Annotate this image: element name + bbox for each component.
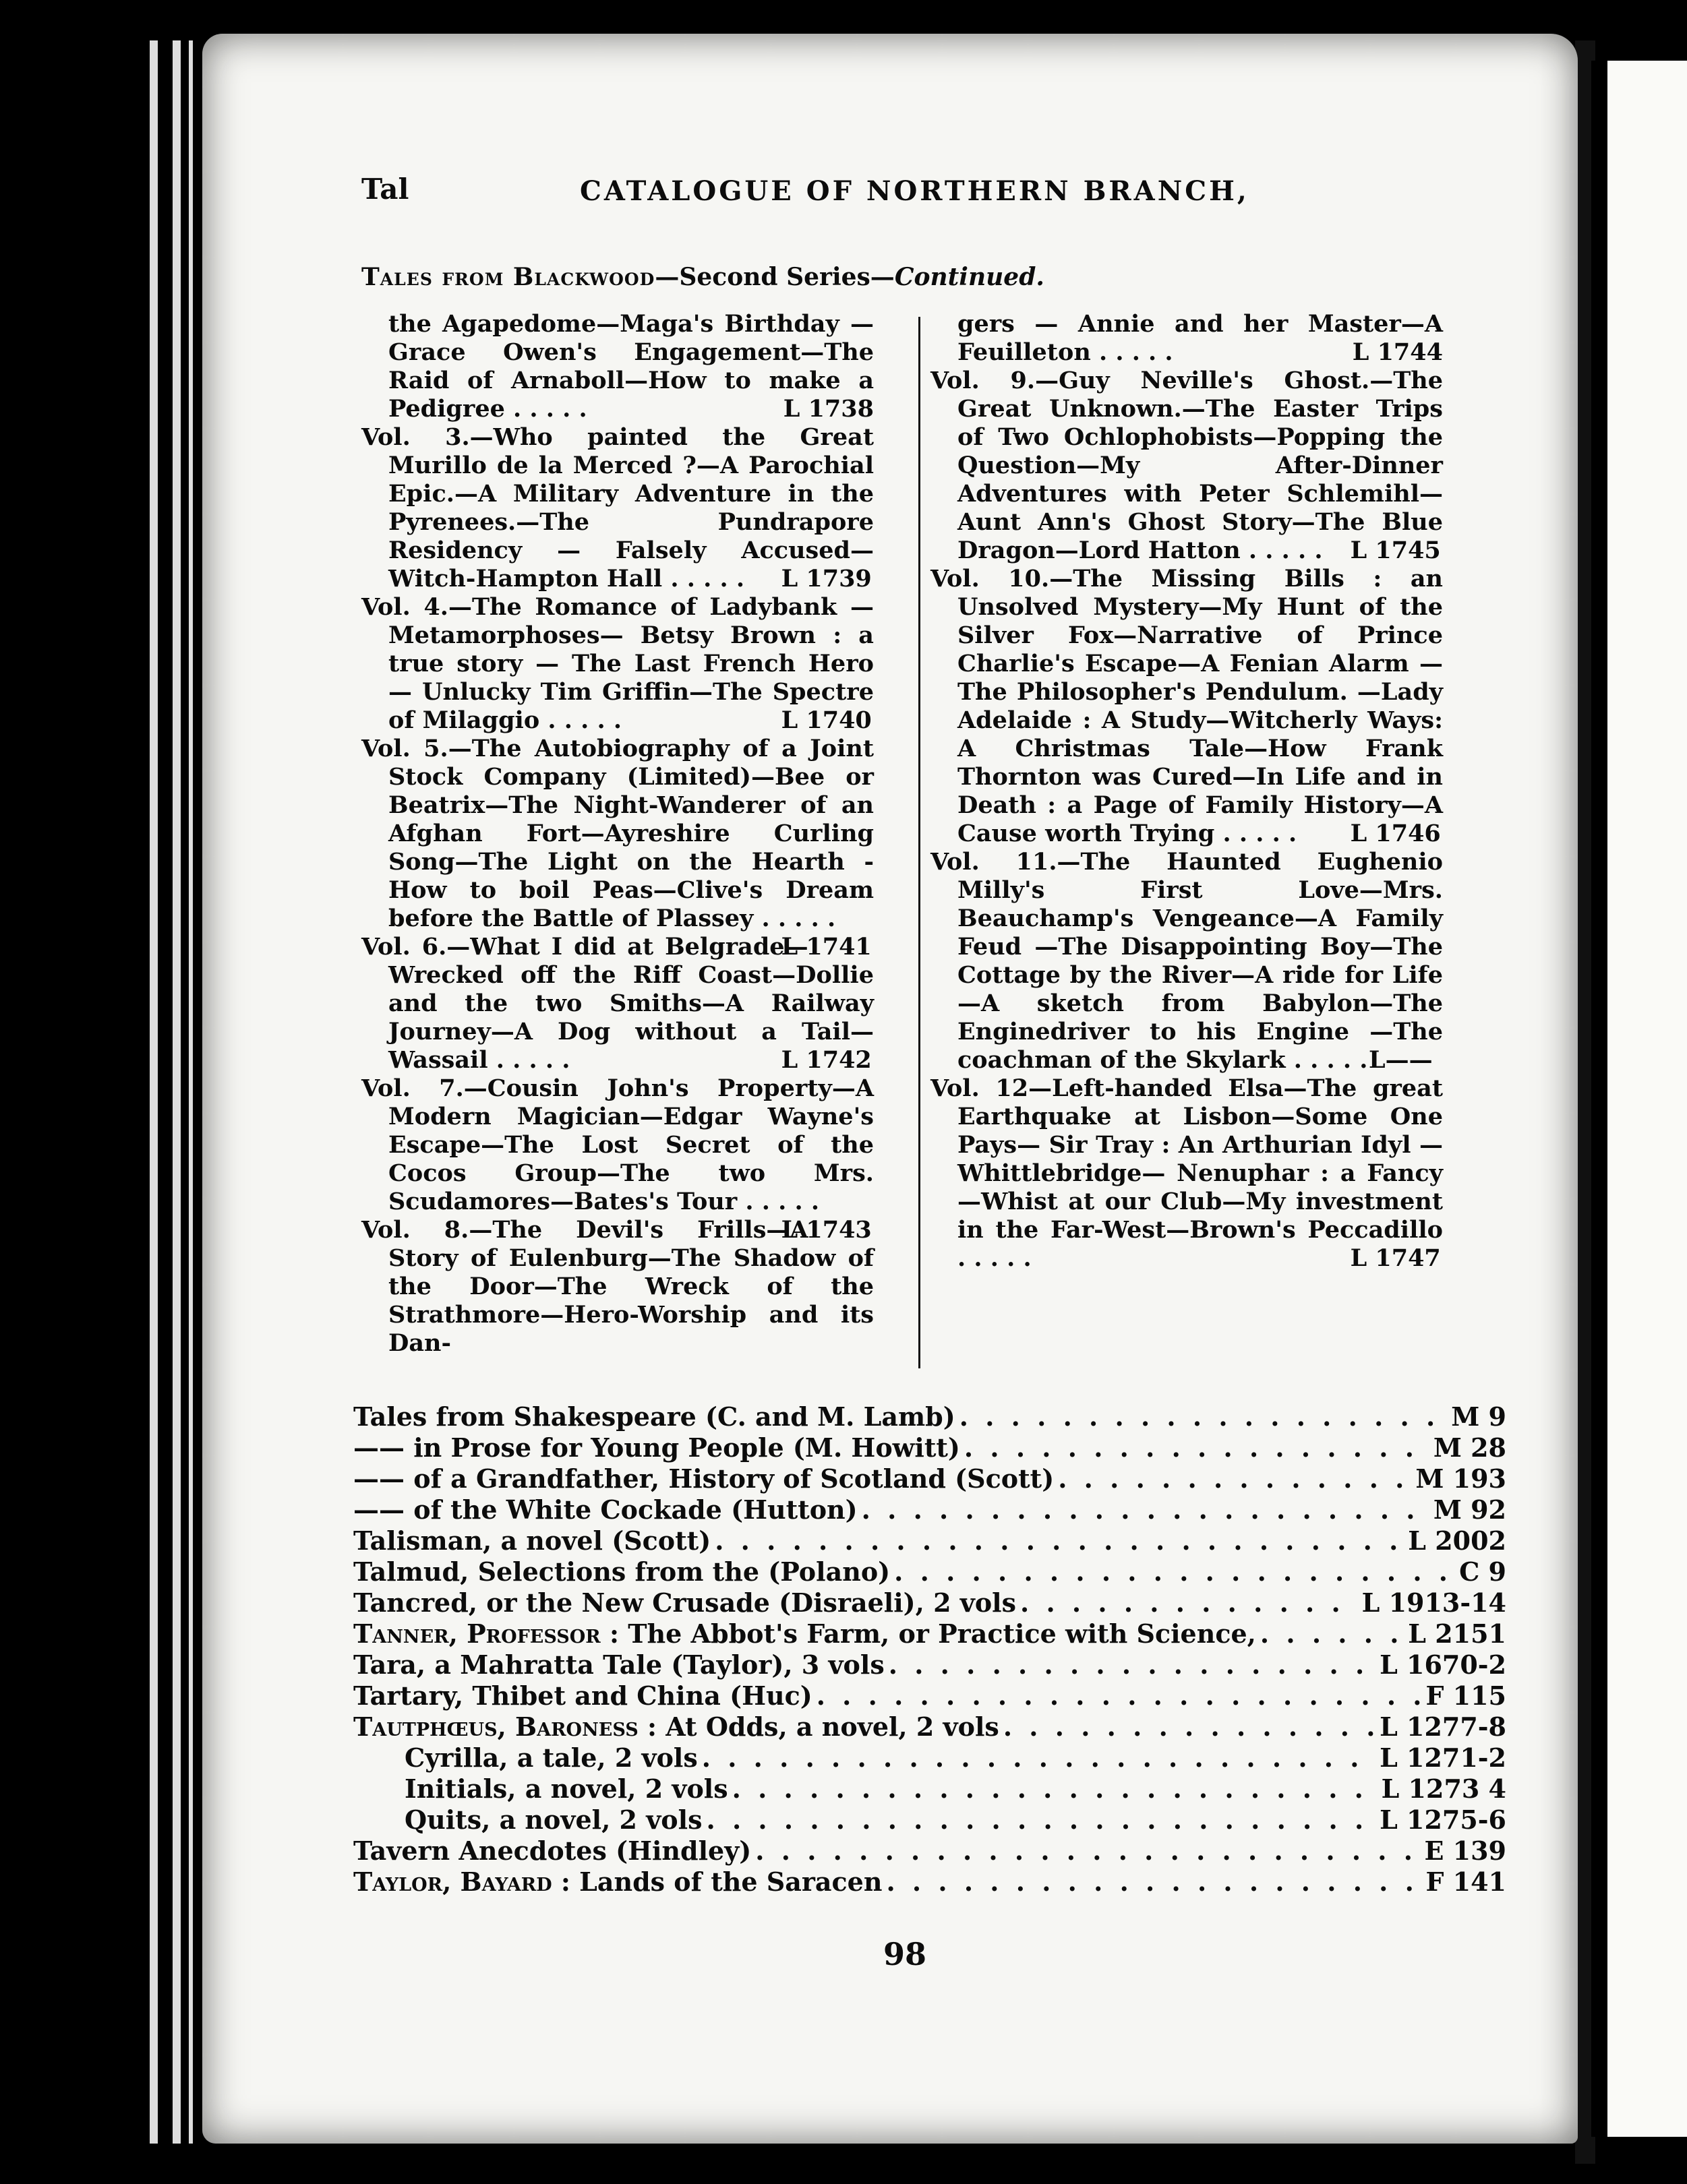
index-title-text: Quits, a novel, 2 vols — [405, 1804, 703, 1835]
leader-dots: . . . . . — [487, 1046, 570, 1074]
shelf-reference: M 28 — [1433, 1432, 1506, 1463]
volume-contents: Vol. 10.—The Missing Bills : an Unsolved Mystery—My Hunt of the Silver Fox—Narrative of Prince Charlie's Escape—A Fenian Alarm —The Philosopher's Pendulum. —Lady Adelaide : A Study—Witcherly Ways: A Christmas Tale—How Frank Thornton was Cured—In Life and in Death : a Page of Family History—A Cause worth Trying — [930, 565, 1443, 847]
leader-dots — [1058, 1464, 1411, 1494]
shelf-reference: L 1742 — [781, 1046, 872, 1074]
volume-contents: gers — Annie and her Master—A Feuilleton — [957, 310, 1443, 366]
index-title — [353, 1867, 882, 1897]
volume-contents: Vol. 9.—Guy Neville's Ghost.—The Great Unknown.—The Easter Trips of Two Ochlophobists—Popping the Question—My After-Dinner Adventures with Peter Schlemihl—Aunt Ann's Ghost Story—The Blue Dragon—Lord Hatton — [930, 367, 1443, 564]
volume-contents: Vol. 3.—Who painted the Great Murillo de la Merced ?—A Parochial Epic.—A Military Adventure in the Pyrenees.—The Pundrapore Residency — Falsely Accused—Witch-Hampton Hall — [361, 423, 874, 593]
leader-dots: . . . . . — [1285, 1046, 1368, 1074]
shelf-reference: L 1739 — [781, 565, 872, 593]
leader-dots — [959, 1402, 1448, 1432]
index-title-text: Tartary, Thibet and China (Huc) — [353, 1680, 812, 1711]
index-title-text: Tara, a Mahratta Tale (Taylor), 3 vols — [353, 1649, 885, 1680]
volume-entry — [361, 593, 874, 735]
volume-entry — [930, 848, 1443, 1074]
shelf-reference: L 1277-8 — [1380, 1711, 1506, 1742]
leader-dots — [1003, 1712, 1375, 1742]
section-heading-suffix: Continued. — [894, 263, 1044, 291]
adjacent-page-edge — [1591, 61, 1687, 2137]
shelf-reference: F 141 — [1425, 1867, 1506, 1897]
leader-dots — [862, 1495, 1429, 1525]
shelf-reference: L 1271-2 — [1380, 1742, 1506, 1773]
left-column — [361, 310, 874, 1358]
shelf-reference: L 1740 — [781, 706, 872, 734]
shelf-reference: E 139 — [1424, 1836, 1506, 1866]
shelf-reference: L 1741 — [781, 933, 872, 961]
index-title-text: : The Abbot's Farm, or Practice with Science, — [600, 1618, 1256, 1649]
index-title — [353, 1464, 1054, 1494]
section-heading-prefix: Tales from Blackwood — [361, 263, 655, 291]
index-title-text: —— of the White Cockade (Hutton) — [353, 1494, 858, 1525]
index-title — [353, 1836, 751, 1866]
shelf-reference: L 2002 — [1408, 1525, 1506, 1556]
volume-entry — [930, 310, 1443, 367]
volume-contents: Vol. 8.—The Devil's Frills—A Story of Eulenburg—The Shadow of the Door—The Wreck of the Strathmore—Hero-Worship and its Dan- — [361, 1216, 874, 1357]
leader-dots — [755, 1836, 1420, 1866]
index-title-text: Initials, a novel, 2 vols — [405, 1773, 728, 1804]
leader-dots — [715, 1526, 1404, 1556]
index-title — [353, 1588, 1016, 1618]
index-title — [353, 1650, 885, 1680]
index-entry — [353, 1495, 1506, 1525]
volume-entry — [930, 367, 1443, 565]
index-entry — [405, 1805, 1506, 1835]
volume-entry — [930, 1074, 1443, 1273]
volume-entry — [361, 933, 874, 1074]
volume-contents: Vol. 11.—The Haunted Eughenio Milly's First Love—Mrs. Beauchamp's Vengeance—A Family Feud —The Disappointing Boy—The Cottage by the River—A ride for Life—A sketch from Babylon—The Enginedriver to his Engine —The coachman of the Skylark — [930, 848, 1443, 1074]
volume-contents: Vol. 12—Left-handed Elsa—The great Earthquake at Lisbon—Some One Pays— Sir Tray : An Arthurian Idyl — Whittlebridge— Nenuphar : a Fancy—Whist at our Club—My investment in the Far-West—Brown's Peccadillo — [930, 1074, 1443, 1244]
binding-gap — [189, 40, 193, 2144]
shelf-reference: M 92 — [1433, 1494, 1506, 1525]
shelf-reference: M 9 — [1451, 1401, 1506, 1432]
index-title — [353, 1712, 999, 1742]
binding-edge — [181, 40, 187, 2144]
index-entry — [353, 1681, 1506, 1711]
shelf-reference: L 1913-14 — [1361, 1587, 1506, 1618]
right-column — [930, 310, 1443, 1273]
index-entry — [353, 1433, 1506, 1463]
index-title-text: Tavern Anecdotes (Hindley) — [353, 1836, 752, 1866]
binding-gap — [173, 40, 181, 2144]
volume-contents: Vol. 7.—Cousin John's Property—A Modern Magician—Edgar Wayne's Escape—The Lost Secret of the Cocos Group—The two Mrs. Scudamores—Bates's Tour — [361, 1074, 874, 1215]
shelf-reference: L 1744 — [1352, 338, 1443, 366]
column-divider — [918, 317, 920, 1368]
index-entry — [353, 1557, 1506, 1587]
volume-contents: the Agapedome—Maga's Birthday —Grace Owen's Engagement—The Raid of Arnaboll—How to make a Pedigree — [388, 310, 874, 423]
index-title — [405, 1743, 698, 1773]
leader-dots — [702, 1743, 1375, 1773]
leader-dots — [964, 1433, 1429, 1463]
leader-dots: . . . . . — [1090, 338, 1173, 366]
leader-dots — [1260, 1619, 1404, 1649]
running-head-tag: Tal — [361, 173, 409, 206]
index-title — [353, 1495, 858, 1525]
volume-entry — [361, 310, 874, 423]
index-author: Taylor, Bayard — [353, 1867, 552, 1897]
leader-dots — [817, 1681, 1422, 1711]
index-entry — [353, 1650, 1506, 1680]
index-author: Tautphœus, Baroness — [353, 1711, 639, 1742]
index-title-text: Tales from Shakespeare (C. and M. Lamb) — [353, 1401, 955, 1432]
volume-entry — [930, 565, 1443, 848]
leader-dots — [889, 1650, 1375, 1680]
binding-gap — [150, 40, 158, 2144]
shelf-reference: L—— — [1369, 1046, 1433, 1074]
shelf-reference: F 115 — [1425, 1680, 1506, 1711]
volume-entry — [361, 1074, 874, 1244]
volume-contents: Vol. 6.—What I did at Belgrade—Wrecked off the Riff Coast—Dollie and the two Smiths—A Railway Journey—A Dog without a Tail—Wassail — [361, 933, 874, 1074]
index-title-text: —— in Prose for Young People (M. Howitt) — [353, 1432, 960, 1463]
index-entry — [353, 1402, 1506, 1432]
index-title — [405, 1805, 702, 1835]
leader-dots: . . . . . — [539, 706, 622, 734]
shelf-reference: M 193 — [1415, 1463, 1506, 1494]
leader-dots — [732, 1774, 1378, 1804]
index-title-text: Cyrilla, a tale, 2 vols — [405, 1742, 698, 1773]
leader-dots — [706, 1805, 1375, 1835]
index-entry — [405, 1774, 1506, 1804]
leader-dots: . . . . . — [504, 395, 587, 423]
leader-dots: . . . . . — [662, 565, 745, 593]
index-entry — [353, 1712, 1506, 1742]
leader-dots: . . . . . — [737, 1188, 820, 1215]
page-number: 98 — [883, 1936, 927, 1972]
catalogue-page — [202, 34, 1578, 2144]
leader-dots — [1020, 1588, 1358, 1618]
leader-dots — [886, 1867, 1421, 1897]
index-entry — [353, 1619, 1506, 1649]
index-entry — [353, 1526, 1506, 1556]
index-title — [353, 1526, 711, 1556]
shelf-reference: L 1275-6 — [1380, 1804, 1506, 1835]
shelf-reference: L 1743 — [781, 1216, 872, 1244]
shelf-reference: C 9 — [1459, 1556, 1506, 1587]
shelf-reference: L 1670-2 — [1380, 1649, 1506, 1680]
index-entry — [353, 1867, 1506, 1897]
volume-entry — [361, 1216, 874, 1358]
index-entry — [405, 1743, 1506, 1773]
index-title — [353, 1433, 960, 1463]
section-heading — [361, 263, 1044, 291]
index-title — [353, 1557, 890, 1587]
index-entry — [353, 1464, 1506, 1494]
index-entry — [353, 1588, 1506, 1618]
leader-dots: . . . . . — [753, 905, 836, 932]
leader-dots: . . . . . — [1214, 820, 1297, 847]
index-title-text: Talmud, Selections from the (Polano) — [353, 1556, 891, 1587]
index-title — [353, 1681, 812, 1711]
shelf-reference: L 1747 — [1350, 1244, 1441, 1272]
section-heading-middle: —Second Series— — [655, 263, 895, 291]
index-author: Tanner, Professor — [353, 1618, 601, 1649]
index-title — [405, 1774, 728, 1804]
volume-entry — [361, 423, 874, 593]
index-title — [353, 1402, 955, 1432]
shelf-reference: L 1273 4 — [1381, 1773, 1506, 1804]
binding-edge — [194, 40, 200, 2144]
volume-contents: Vol. 5.—The Autobiography of a Joint Stock Company (Limited)—Bee or Beatrix—The Night-Wanderer of an Afghan Fort—Ayreshire Curling Song—The Light on the Hearth - How to boil Peas—Clive's Dream before the Battle of Plassey — [361, 735, 874, 932]
index-entry — [353, 1836, 1506, 1866]
index-title — [353, 1619, 1256, 1649]
binding-edge — [135, 40, 144, 2144]
index-title-text: Talisman, a novel (Scott) — [353, 1525, 711, 1556]
leader-dots: . . . . . — [957, 1244, 1032, 1272]
volume-entry — [361, 735, 874, 961]
shelf-reference: L 1746 — [1350, 820, 1441, 847]
index-title-text: : At Odds, a novel, 2 vols — [638, 1711, 999, 1742]
index-title-text: —— of a Grandfather, History of Scotland (Scott) — [353, 1463, 1055, 1494]
running-head-title: CATALOGUE OF NORTHERN BRANCH, — [580, 175, 1249, 207]
index-title-text: : Lands of the Saracen — [552, 1867, 883, 1897]
shelf-reference: L 2151 — [1408, 1618, 1506, 1649]
shelf-reference: L 1745 — [1350, 537, 1441, 564]
volume-contents: Vol. 4.—The Romance of Ladybank — Metamorphoses— Betsy Brown : a true story — The Last French Hero — Unlucky Tim Griffin—The Spectre of Milaggio — [361, 593, 874, 734]
shelf-reference: L 1738 — [783, 395, 874, 423]
index-title-text: Tancred, or the New Crusade (Disraeli), 2 vols — [353, 1587, 1016, 1618]
binding-edge — [160, 40, 170, 2144]
leader-dots — [894, 1557, 1455, 1587]
leader-dots: . . . . . — [1240, 537, 1323, 564]
